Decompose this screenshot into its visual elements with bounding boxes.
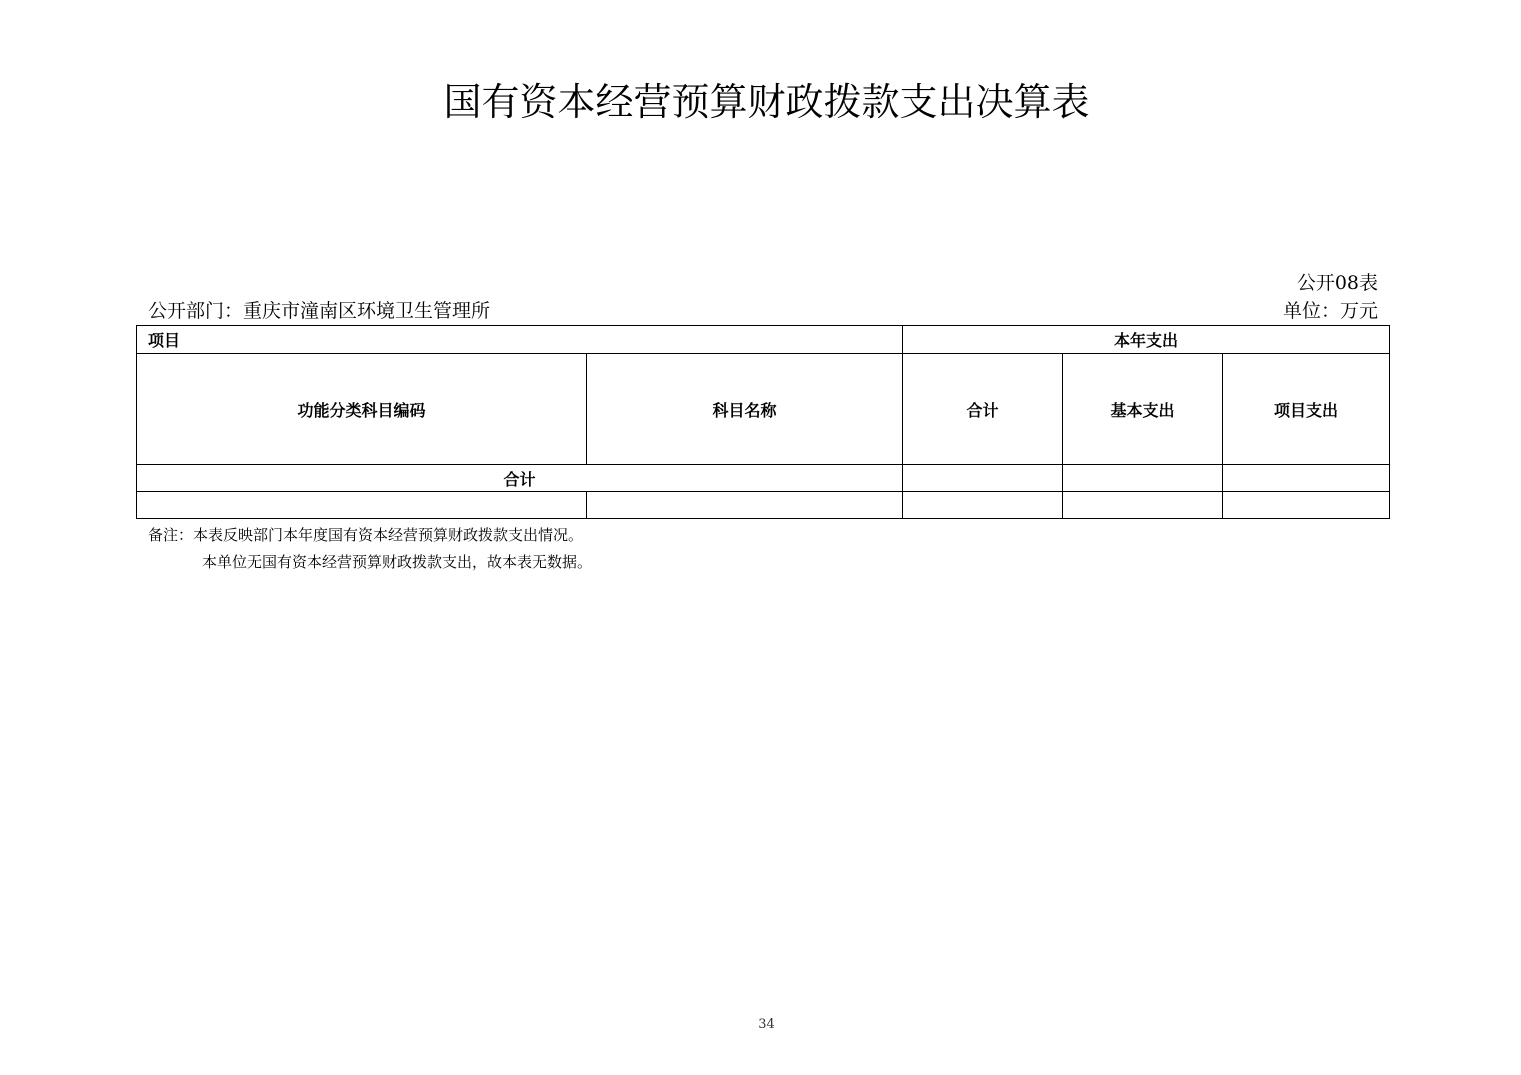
code-column-header: 功能分类科目编码 xyxy=(137,354,587,465)
row-project-cell xyxy=(1223,492,1390,519)
table-header-row-2 xyxy=(137,354,1390,465)
page-title: 国有资本经营预算财政拨款支出决算表 xyxy=(443,80,1090,124)
project-column-header: 项目支出 xyxy=(1223,354,1390,465)
notes xyxy=(148,522,592,576)
total-row-basic xyxy=(1063,465,1223,492)
total-column-header: 合计 xyxy=(903,354,1063,465)
row-total-cell xyxy=(903,492,1063,519)
table-row xyxy=(137,492,1390,519)
total-row xyxy=(137,465,1390,492)
name-column-header: 科目名称 xyxy=(587,354,903,465)
note-line-1: 备注：本表反映部门本年度国有资本经营预算财政拨款支出情况。 xyxy=(148,526,584,544)
row-code-cell xyxy=(137,492,587,519)
note-line-2: 本单位无国有资本经营预算财政拨款支出，故本表无数据。 xyxy=(202,553,593,571)
row-name-cell xyxy=(587,492,903,519)
item-header: 项目 xyxy=(137,326,903,354)
row-basic-cell xyxy=(1063,492,1223,519)
unit-label: 单位：万元 xyxy=(1282,300,1378,322)
basic-column-header: 基本支出 xyxy=(1063,354,1223,465)
table-number: 公开08表 xyxy=(1296,272,1378,294)
current-year-header: 本年支出 xyxy=(903,326,1390,354)
table-header-row-1 xyxy=(137,326,1390,354)
page-number: 34 xyxy=(758,1017,775,1032)
total-row-total xyxy=(903,465,1063,492)
total-row-label: 合计 xyxy=(137,465,903,492)
expenditure-table xyxy=(136,325,1390,519)
department-label: 公开部门：重庆市潼南区环境卫生管理所 xyxy=(148,300,491,322)
total-row-project xyxy=(1223,465,1390,492)
